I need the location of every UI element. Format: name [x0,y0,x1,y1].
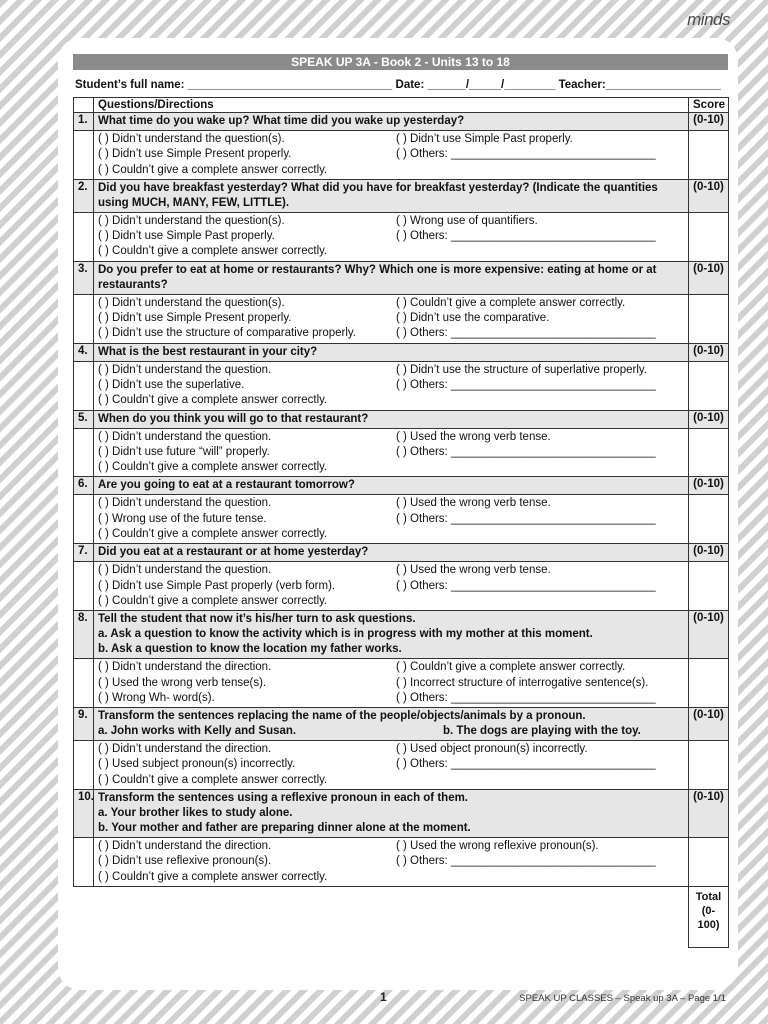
question-number: 9. [74,708,94,741]
options-number-blank [74,659,94,708]
options-number-blank [74,495,94,544]
options-list [94,212,689,261]
checkbox-option[interactable]: ( ) Couldn’t give a complete answer correctly. [98,528,328,541]
checkbox-option[interactable]: ( ) Didn’t use the comparative. [396,312,550,325]
checkbox-option[interactable]: ( ) Couldn’t give a complete answer correctly. [98,245,328,258]
options-number-blank [74,838,94,887]
checkbox-option[interactable]: ( ) Others: ________________________________ [396,758,656,771]
score-entry-cell[interactable] [689,741,729,790]
question-split-line [98,724,684,739]
question-row [74,611,729,659]
checkbox-option[interactable]: ( ) Used the wrong verb tense. [396,497,551,510]
question-row [74,410,729,428]
checkbox-option[interactable]: ( ) Used the wrong reflexive pronoun(s). [396,840,599,853]
score-range: (0-10) [689,113,729,131]
checkbox-option[interactable]: ( ) Others: ________________________________ [396,691,656,704]
options-grid [98,430,684,476]
score-range: (0-10) [689,544,729,562]
options-list [94,838,689,887]
evaluation-table [73,97,729,948]
student-info-line: Student’s full name: ________________________________ Date: ______/_____/________ Teacher:__________________ [75,79,721,91]
options-list [94,562,689,611]
score-range: (0-10) [689,611,729,659]
score-range: (0-10) [689,410,729,428]
question-line: What time do you wake up? What time did you wake up yesterday? [98,115,465,127]
checkbox-option[interactable]: ( ) Didn’t use Simple Present properly. [98,148,292,161]
checkbox-option[interactable]: ( ) Used the wrong verb tense(s). [98,676,267,689]
options-list [94,361,689,410]
checkbox-option[interactable]: ( ) Couldn’t give a complete answer correctly. [98,773,328,786]
options-list [94,495,689,544]
question-text [94,708,689,741]
options-number-blank [74,361,94,410]
question-text [94,179,689,212]
options-grid [98,563,684,609]
question-text [94,477,689,495]
checkbox-option[interactable]: ( ) Couldn’t give a complete answer correctly. [396,661,626,674]
checkbox-option[interactable]: ( ) Didn’t use Simple Past properly. [396,133,573,145]
checkbox-option[interactable]: ( ) Didn’t use Simple Past properly (verb form). [98,579,336,592]
checkbox-option[interactable]: ( ) Others: ________________________________ [396,327,656,340]
checkbox-option[interactable]: ( ) Didn’t understand the question(s). [98,296,285,309]
question-text [94,790,689,838]
page-number: 1 [380,990,387,1004]
question-line: b. Ask a question to know the location my father works. [98,643,402,656]
options-grid [98,742,684,788]
question-text [94,611,689,659]
options-row [74,495,729,544]
checkbox-option[interactable]: ( ) Used subject pronoun(s) incorrectly. [98,758,296,771]
question-line: a. Your brother likes to study alone. [98,807,293,820]
score-range: (0-10) [689,477,729,495]
total-score-cell[interactable] [689,886,729,947]
question-number: 10. [74,790,94,838]
options-row [74,212,729,261]
checkbox-option[interactable]: ( ) Didn’t understand the question. [98,430,272,443]
checkbox-option[interactable]: ( ) Others: ________________________________ [396,230,656,243]
checkbox-option[interactable]: ( ) Couldn’t give a complete answer correctly. [98,163,328,176]
options-list [94,131,689,180]
page-title: SPEAK UP 3A - Book 2 - Units 13 to 18 [73,54,728,70]
options-grid [98,496,684,542]
score-range: (0-10) [689,343,729,361]
options-row [74,131,729,180]
checkbox-option[interactable]: ( ) Others: ________________________________ [396,512,656,525]
options-number-blank [74,131,94,180]
checkbox-option[interactable] [396,773,684,788]
score-entry-cell[interactable] [689,838,729,887]
question-number: 5. [74,410,94,428]
header-score: Score [689,98,729,113]
question-line: Did you have breakfast yesterday? What did you have for breakfast yesterday? (Indicate the quantities using MUCH, MANY, FEW, LITTLE). [98,181,658,209]
question-part: a. John works with Kelly and Susan. [98,725,297,738]
options-row [74,838,729,887]
checkbox-option[interactable]: ( ) Didn’t use the structure of comparative properly. [98,327,357,340]
total-range: (0-100) [697,904,720,931]
question-row [74,261,729,294]
header-questions: Questions/Directions [94,98,689,113]
question-line: Tell the student that now it’s his/her turn to ask questions. [98,613,416,626]
options-number-blank [74,562,94,611]
question-line: b. Your mother and father are preparing dinner alone at the moment. [98,822,471,835]
table-header-row [74,98,729,113]
question-number: 3. [74,261,94,294]
checkbox-option[interactable]: ( ) Didn’t use Simple Past properly. [98,230,275,243]
checkbox-option[interactable]: ( ) Others: ________________________________ [396,445,656,458]
total-blank [74,886,689,947]
question-line: a. Ask a question to know the activity which is in progress with my mother at this moment. [98,628,593,641]
header-blank [74,98,94,113]
checkbox-option[interactable] [396,163,684,178]
question-number: 7. [74,544,94,562]
checkbox-option[interactable]: ( ) Didn’t use Simple Present properly. [98,312,292,325]
question-line: Transform the sentences using a reflexive pronoun in each of them. [98,792,469,805]
options-number-blank [74,428,94,477]
checkbox-option[interactable]: ( ) Didn’t understand the direction. [98,743,272,756]
question-number: 6. [74,477,94,495]
question-number: 8. [74,611,94,659]
checkbox-option[interactable]: ( ) Used the wrong verb tense. [396,564,551,577]
options-row [74,741,729,790]
checkbox-option[interactable] [396,594,684,609]
question-line: When do you think you will go to that restaurant? [98,412,369,425]
question-row [74,544,729,562]
question-line: Transform the sentences replacing the name of the people/objects/animals by a pronoun. [98,710,586,723]
total-label: Total [695,890,722,903]
checkbox-option[interactable]: ( ) Didn’t understand the question(s). [98,214,285,227]
options-list [94,294,689,343]
checkbox-option[interactable] [396,870,684,885]
checkbox-option[interactable] [396,527,684,542]
options-grid [98,296,684,342]
options-row [74,294,729,343]
options-list [94,428,689,477]
options-grid [98,363,684,409]
total-row [74,886,729,947]
score-entry-cell[interactable] [689,495,729,544]
checkbox-option[interactable] [396,460,684,475]
question-text [94,113,689,131]
checkbox-option[interactable]: ( ) Didn’t understand the direction. [98,661,272,674]
options-number-blank [74,294,94,343]
options-list [94,741,689,790]
score-entry-cell[interactable] [689,131,729,180]
checkbox-option[interactable]: ( ) Didn’t understand the direction. [98,840,272,853]
question-number: 2. [74,179,94,212]
question-number: 4. [74,343,94,361]
question-part: b. The dogs are playing with the toy. [443,725,641,738]
question-row [74,343,729,361]
question-row [74,708,729,741]
checkbox-option[interactable]: ( ) Didn’t understand the question. [98,564,272,577]
score-entry-cell[interactable] [689,361,729,410]
question-row [74,790,729,838]
options-grid [98,132,684,178]
checkbox-option[interactable]: ( ) Didn’t use reflexive pronoun(s). [98,855,272,868]
checkbox-option[interactable]: ( ) Couldn’t give a complete answer correctly. [98,461,328,474]
checkbox-option[interactable]: ( ) Wrong use of quantifiers. [396,214,538,227]
checkbox-option[interactable] [396,393,684,408]
checkbox-option[interactable]: ( ) Wrong Wh- word(s). [98,691,215,704]
checkbox-option[interactable]: ( ) Couldn’t give a complete answer correctly. [98,870,328,883]
options-grid [98,660,684,706]
checkbox-option[interactable]: ( ) Used the wrong verb tense. [396,430,551,443]
question-text [94,343,689,361]
question-text [94,410,689,428]
checkbox-option[interactable]: ( ) Couldn’t give a complete answer correctly. [396,296,626,309]
options-row [74,428,729,477]
checkbox-option[interactable]: ( ) Didn’t use the structure of superlative properly. [396,363,647,376]
question-number: 1. [74,113,94,131]
score-entry-cell[interactable] [689,212,729,261]
score-range: (0-10) [689,179,729,212]
checkbox-option[interactable]: ( ) Others: ________________________________ [396,148,656,161]
score-entry-cell[interactable] [689,659,729,708]
checkbox-option[interactable]: ( ) Others: ________________________________ [396,855,656,868]
score-entry-cell[interactable] [689,562,729,611]
question-row [74,477,729,495]
options-list [94,659,689,708]
checkbox-option[interactable]: ( ) Incorrect structure of interrogative sentence(s). [396,676,649,689]
options-number-blank [74,741,94,790]
checkbox-option[interactable]: ( ) Didn’t use the superlative. [98,378,245,391]
checkbox-option[interactable]: ( ) Others: ________________________________ [396,378,656,391]
checkbox-option[interactable]: ( ) Didn’t understand the question(s). [98,133,285,145]
checkbox-option[interactable]: ( ) Couldn’t give a complete answer correctly. [98,394,328,407]
score-range: (0-10) [689,790,729,838]
options-row [74,562,729,611]
options-number-blank [74,212,94,261]
options-row [74,659,729,708]
question-row [74,113,729,131]
question-line: Are you going to eat at a restaurant tomorrow? [98,479,355,492]
checkbox-option[interactable]: ( ) Didn’t understand the question. [98,363,272,376]
brand-logo: minds [687,10,730,29]
score-entry-cell[interactable] [689,294,729,343]
question-text [94,261,689,294]
question-line: Did you eat at a restaurant or at home yesterday? [98,546,369,559]
checkbox-option[interactable]: ( ) Used object pronoun(s) incorrectly. [396,743,588,756]
checkbox-option[interactable]: ( ) Didn’t use future “will” properly. [98,445,270,458]
score-range: (0-10) [689,708,729,741]
question-line: What is the best restaurant in your city? [98,345,318,358]
checkbox-option[interactable]: ( ) Wrong use of the future tense. [98,512,267,525]
score-entry-cell[interactable] [689,428,729,477]
checkbox-option[interactable]: ( ) Others: ________________________________ [396,579,656,592]
question-line: Do you prefer to eat at home or restaurants? Why? Which one is more expensive: eating at home or at restaurants? [98,263,657,291]
checkbox-option[interactable]: ( ) Couldn’t give a complete answer correctly. [98,594,328,607]
score-range: (0-10) [689,261,729,294]
footer-caption: SPEAK UP CLASSES – Speak up 3A – Page 1/1 [519,993,726,1004]
checkbox-option[interactable]: ( ) Didn’t understand the question. [98,497,272,510]
options-grid [98,214,684,260]
checkbox-option[interactable] [396,244,684,259]
question-row [74,179,729,212]
question-text [94,544,689,562]
options-grid [98,839,684,885]
options-row [74,361,729,410]
